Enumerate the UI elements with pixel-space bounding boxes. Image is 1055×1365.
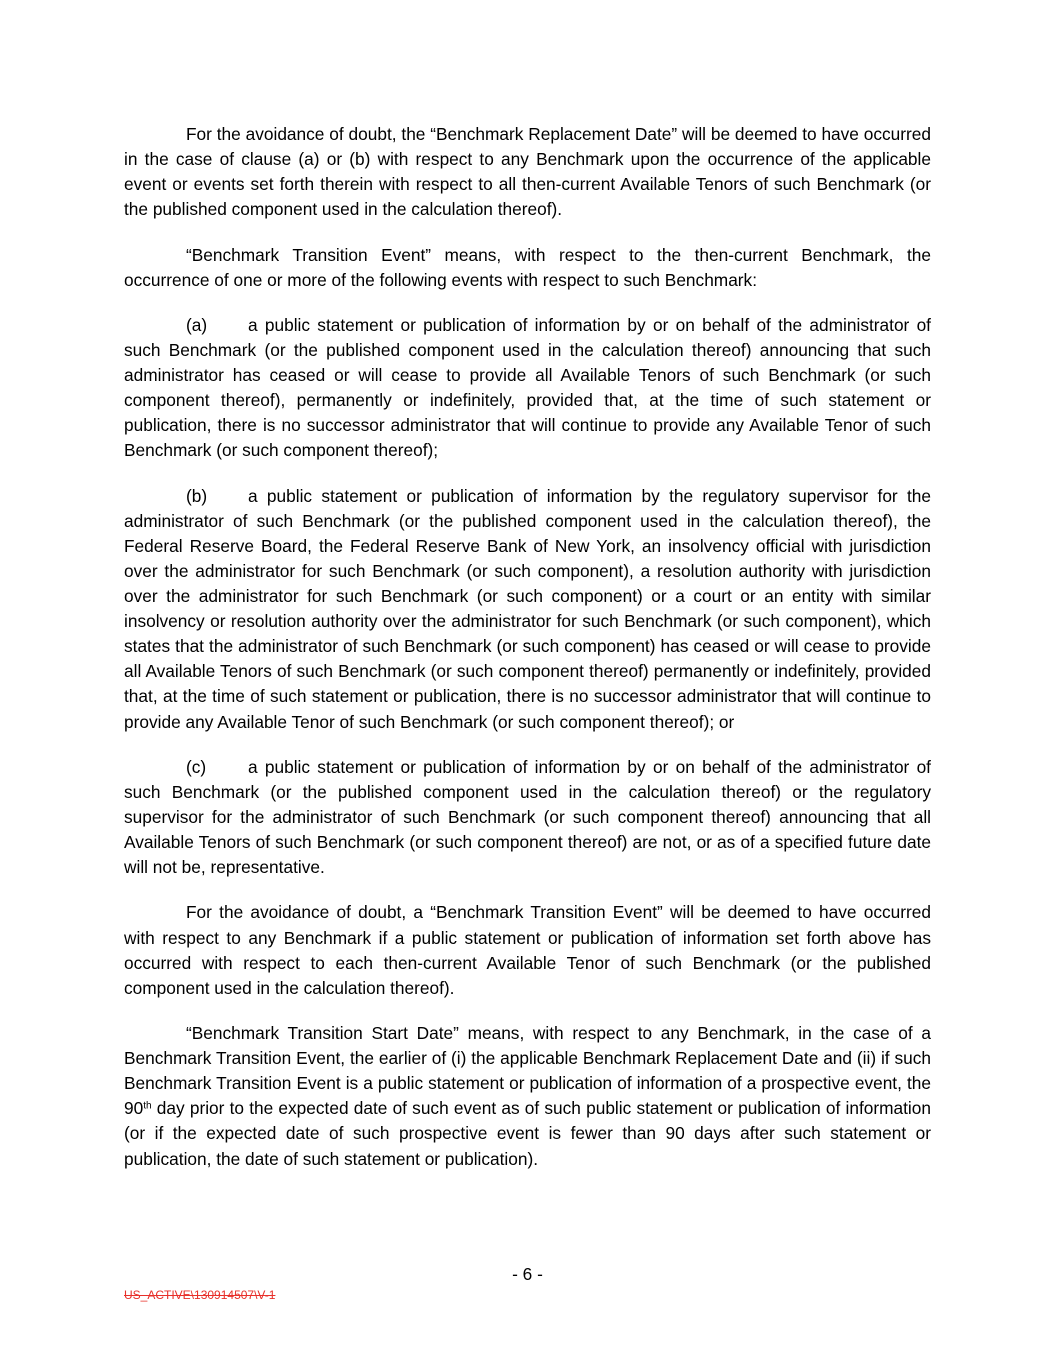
transition-start-text-after: day prior to the expected date of such event as of such public statement or publication of information (or if the expected date of such prospective event is fewer than 90 days after such statement or publication, the date of such statement or publication). bbox=[124, 1098, 931, 1169]
paragraph-transition-start-date bbox=[124, 1021, 931, 1172]
clause-c bbox=[124, 755, 931, 880]
clause-a bbox=[124, 313, 931, 464]
clause-c-label: (c) bbox=[186, 756, 207, 777]
clause-b bbox=[124, 484, 931, 735]
ordinal-superscript: th bbox=[143, 1100, 152, 1112]
paragraph-avoidance-transition: For the avoidance of doubt, a “Benchmark Transition Event” will be deemed to have occurred with respect to any Benchmark if a public statement or publication of information set forth above has occurred with respect to each then-current Available Tenor of such Benchmark (or the published component used in the calculation thereof). bbox=[124, 902, 931, 998]
page-number: - 6 - bbox=[512, 1264, 543, 1284]
paragraph-transition-event-definition: “Benchmark Transition Event” means, with respect to the then-current Benchmark, the occurrence of one or more of the following events with respect to such Benchmark: bbox=[124, 244, 931, 290]
transition-start-text-before: “Benchmark Transition Start Date” means, with respect to any Benchmark, in the case of a Benchmark Transition Event, the earlier of (i) the applicable Benchmark Replacement Date and (ii) if such Benchmark Transition Event is a public statement or publication of information of a prospective event, the 90 bbox=[124, 1023, 931, 1119]
paragraph-avoidance-replacement: For the avoidance of doubt, the “Benchmark Replacement Date” will be deemed to have occurred in the case of clause (a) or (b) with respect to any Benchmark upon the occurrence of the applicable event or events set forth therein with respect to all then-current Available Tenors of such Benchmark (or the published component used in the calculation thereof). bbox=[124, 124, 931, 220]
clause-a-text: a public statement or publication of information by or on behalf of the administrator of such Benchmark (or the published component used in the calculation thereof) announcing that such administrator has ceased or will cease to provide all Available Tenors of such Benchmark (or such component thereof), permanently or indefinitely, provided that, at the time of such statement or publication, there is no successor administrator that will continue to provide any Available Tenor of such Benchmark (or such component thereof); bbox=[124, 314, 931, 461]
clause-c-text: a public statement or publication of information by or on behalf of the administrator of such Benchmark (or the published component used in the calculation thereof) or the regulatory supervisor for the administrator of such Benchmark (or such component thereof) announcing that all Available Tenors of such Benchmark (or such component thereof) are not, or as of a specified future date will not be, representative. bbox=[124, 756, 931, 878]
clause-b-text: a public statement or publication of information by the regulatory supervisor for the administrator of such Benchmark (or the published component used in the calculation thereof), the Federal Reserve Board, the Federal Reserve Bank of New York, an insolvency official with jurisdiction over the administrator for such Benchmark (or such component), a resolution authority with jurisdiction over the administrator for such Benchmark (or such component) or a court or an entity with similar insolvency or resolution authority over the administrator for such Benchmark (or such component), which states that the administrator of such Benchmark (or such component) has ceased or will cease to provide all Available Tenors of such Benchmark (or such component thereof) permanently or indefinitely, provided that, at the time of such statement or publication, there is no successor administrator that will continue to provide any Available Tenor of such Benchmark (or such component thereof); or bbox=[124, 485, 931, 732]
document-id: US_ACTIVE\130914507\V-1 bbox=[124, 1288, 276, 1302]
clause-b-label: (b) bbox=[186, 485, 208, 506]
document-body bbox=[124, 122, 931, 1192]
clause-a-label: (a) bbox=[186, 314, 208, 335]
